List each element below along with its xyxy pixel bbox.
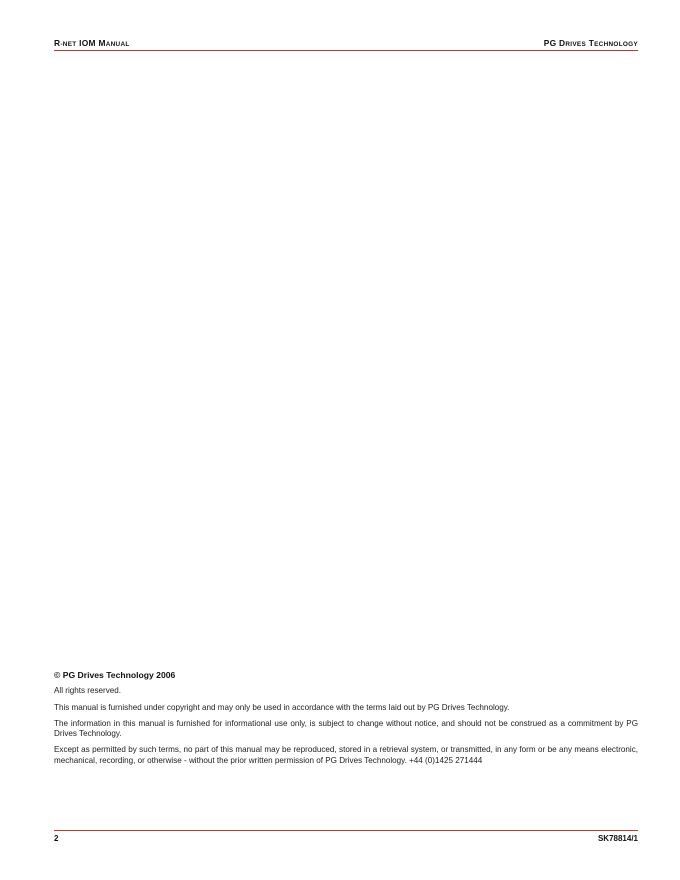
- copyright-paragraph-1: This manual is furnished under copyright and may only be used in accordance with the terms laid out by PG Drives Technology.: [54, 702, 510, 712]
- header-divider: [54, 50, 638, 51]
- footer-divider: [54, 830, 638, 831]
- copyright-notice: [54, 670, 638, 772]
- copyright-paragraph-3: Except as permitted by such terms, no part of this manual may be reproduced, stored in a retrieval system, or transmitted, in any form or be any means electronic, mechanical, recording, or otherwise - without the prior written permission of PG Drives Technology. +44 (0)1425 271444: [54, 745, 638, 765]
- header-company-name: PG DRIVES TECHNOLOGY: [543, 38, 638, 48]
- header-manual-title: R-NET IOM MANUAL: [54, 38, 130, 48]
- copyright-title: © PG Drives Technology 2006: [54, 670, 176, 680]
- copyright-paragraph-2: The information in this manual is furnished for informational use only, is subject to change without notice, and should not be construed as a commitment by PG Drives Technology.: [54, 718, 638, 739]
- page-number: 2: [54, 834, 59, 843]
- document-code: SK78814/1: [597, 834, 638, 843]
- rights-reserved: All rights reserved.: [54, 686, 122, 696]
- running-footer: [54, 834, 638, 846]
- running-header: [54, 38, 638, 50]
